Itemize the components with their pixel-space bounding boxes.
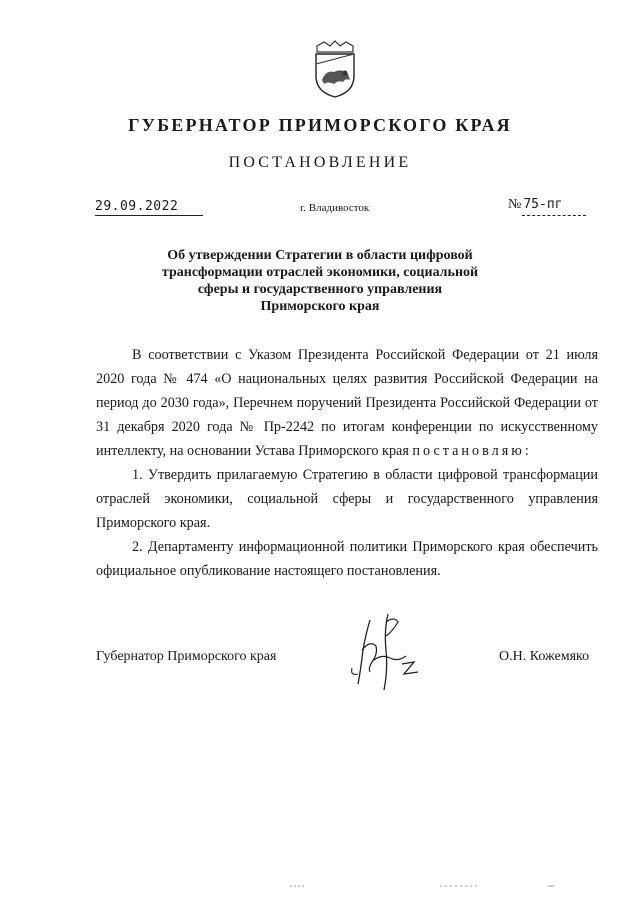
heading-line: Об утверждении Стратегии в области цифровой [167,248,473,263]
number-underline [522,215,586,216]
date-underline [95,215,203,216]
heading-line: трансформации отраслей экономики, социальной [161,265,479,280]
document-city: г. Владивосток [300,202,370,214]
scan-artifact-marks [290,884,570,888]
document-date: 29.09.2022 [95,199,179,214]
number-prefix: № [508,197,522,212]
signature-icon [340,610,432,694]
enact-word: постановляю: [412,443,532,459]
document-number [508,197,563,213]
document-body [96,343,598,583]
signer-title: Губернатор Приморского края [96,649,277,664]
coat-of-arms-icon [312,40,358,98]
heading-line: сферы и государственного управления [197,282,443,297]
authority-title: ГУБЕРНАТОР ПРИМОРСКОГО КРАЯ [128,115,512,135]
document-type: ПОСТАНОВЛЕНИЕ [228,154,412,171]
item-2-paragraph: 2. Департаменту информационной политики Приморского края обеспечить официальное опубликование настоящего постановления. [96,539,598,579]
preamble-text: В соответствии с Указом Президента Российской Федерации от 21 июля 2020 года № 474 «О национальных целях развития Российской Федерации на период до 2030 года», Перечнем поручений Президента Российской Федерации от 31 декабря 2020 года № Пр-2242 по итогам конференции по искусственному интеллекту, на основании Устава Приморского края [96,347,598,459]
signer-name: О.Н. Кожемяко [499,649,590,664]
document-heading [130,247,510,315]
heading-line: Приморского края [260,299,380,314]
item-1-paragraph: 1. Утвердить прилагаемую Стратегию в области цифровой трансформации отраслей экономики, социальной сферы и государственного управления Приморского края. [96,467,598,531]
preamble-paragraph [96,343,598,463]
number-value: 75-пг [523,197,563,212]
